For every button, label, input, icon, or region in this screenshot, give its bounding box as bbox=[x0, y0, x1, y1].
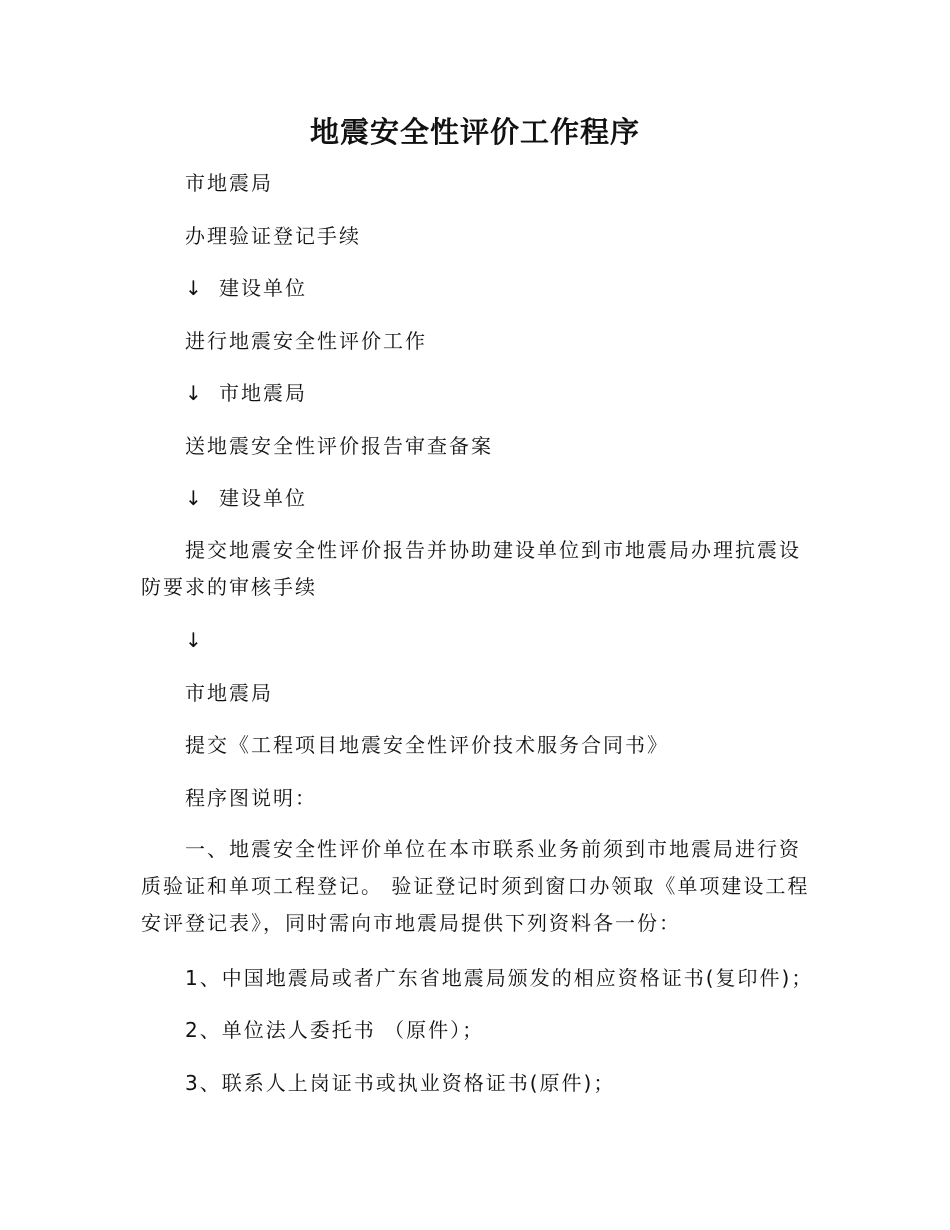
list-item: 2、单位法人委托书 （原件）； bbox=[185, 1018, 485, 1042]
list-item: 3、联系人上岗证书或执业资格证书(原件)； bbox=[185, 1071, 616, 1095]
list-item: 1、中国地震局或者广东省地震局颁发的相应资格证书(复印件)； bbox=[185, 966, 814, 990]
flow-step-dept: 市地震局 bbox=[219, 381, 307, 405]
flow-step-text: 送地震安全性评价报告审查备案 bbox=[185, 434, 493, 458]
section-heading: 程序图说明： bbox=[185, 786, 317, 810]
flow-step-dept: 市地震局 bbox=[185, 171, 273, 195]
flow-step-text: 提交《工程项目地震安全性评价技术服务合同书》 bbox=[185, 733, 669, 757]
flow-step-dept: 建设单位 bbox=[219, 276, 307, 300]
flow-step-text: 进行地震安全性评价工作 bbox=[185, 329, 427, 353]
flow-arrow-row bbox=[185, 628, 219, 652]
flow-step-paragraph: 提交地震安全性评价报告并协助建设单位到市地震局办理抗震设防要求的审核手续 bbox=[141, 538, 801, 599]
flow-arrow-row bbox=[185, 381, 307, 405]
flow-arrow-row bbox=[185, 486, 307, 510]
flow-step-dept: 建设单位 bbox=[219, 486, 307, 510]
down-arrow-icon: ↓ bbox=[185, 628, 204, 652]
document-title: 地震安全性评价工作程序 bbox=[309, 115, 640, 149]
flow-step-text: 办理验证登记手续 bbox=[185, 224, 361, 248]
explanation-paragraph: 一、地震安全性评价单位在本市联系业务前须到市地震局进行资质验证和单项工程登记。 验证登记时须到窗口办领取《单项建设工程安评登记表》，同时需向市地震局提供下列资料各一份： bbox=[141, 837, 810, 935]
flow-arrow-row bbox=[185, 276, 307, 300]
down-arrow-icon: ↓ bbox=[185, 381, 204, 405]
down-arrow-icon: ↓ bbox=[185, 486, 204, 510]
down-arrow-icon: ↓ bbox=[185, 276, 204, 300]
flow-step-dept: 市地震局 bbox=[185, 681, 273, 705]
